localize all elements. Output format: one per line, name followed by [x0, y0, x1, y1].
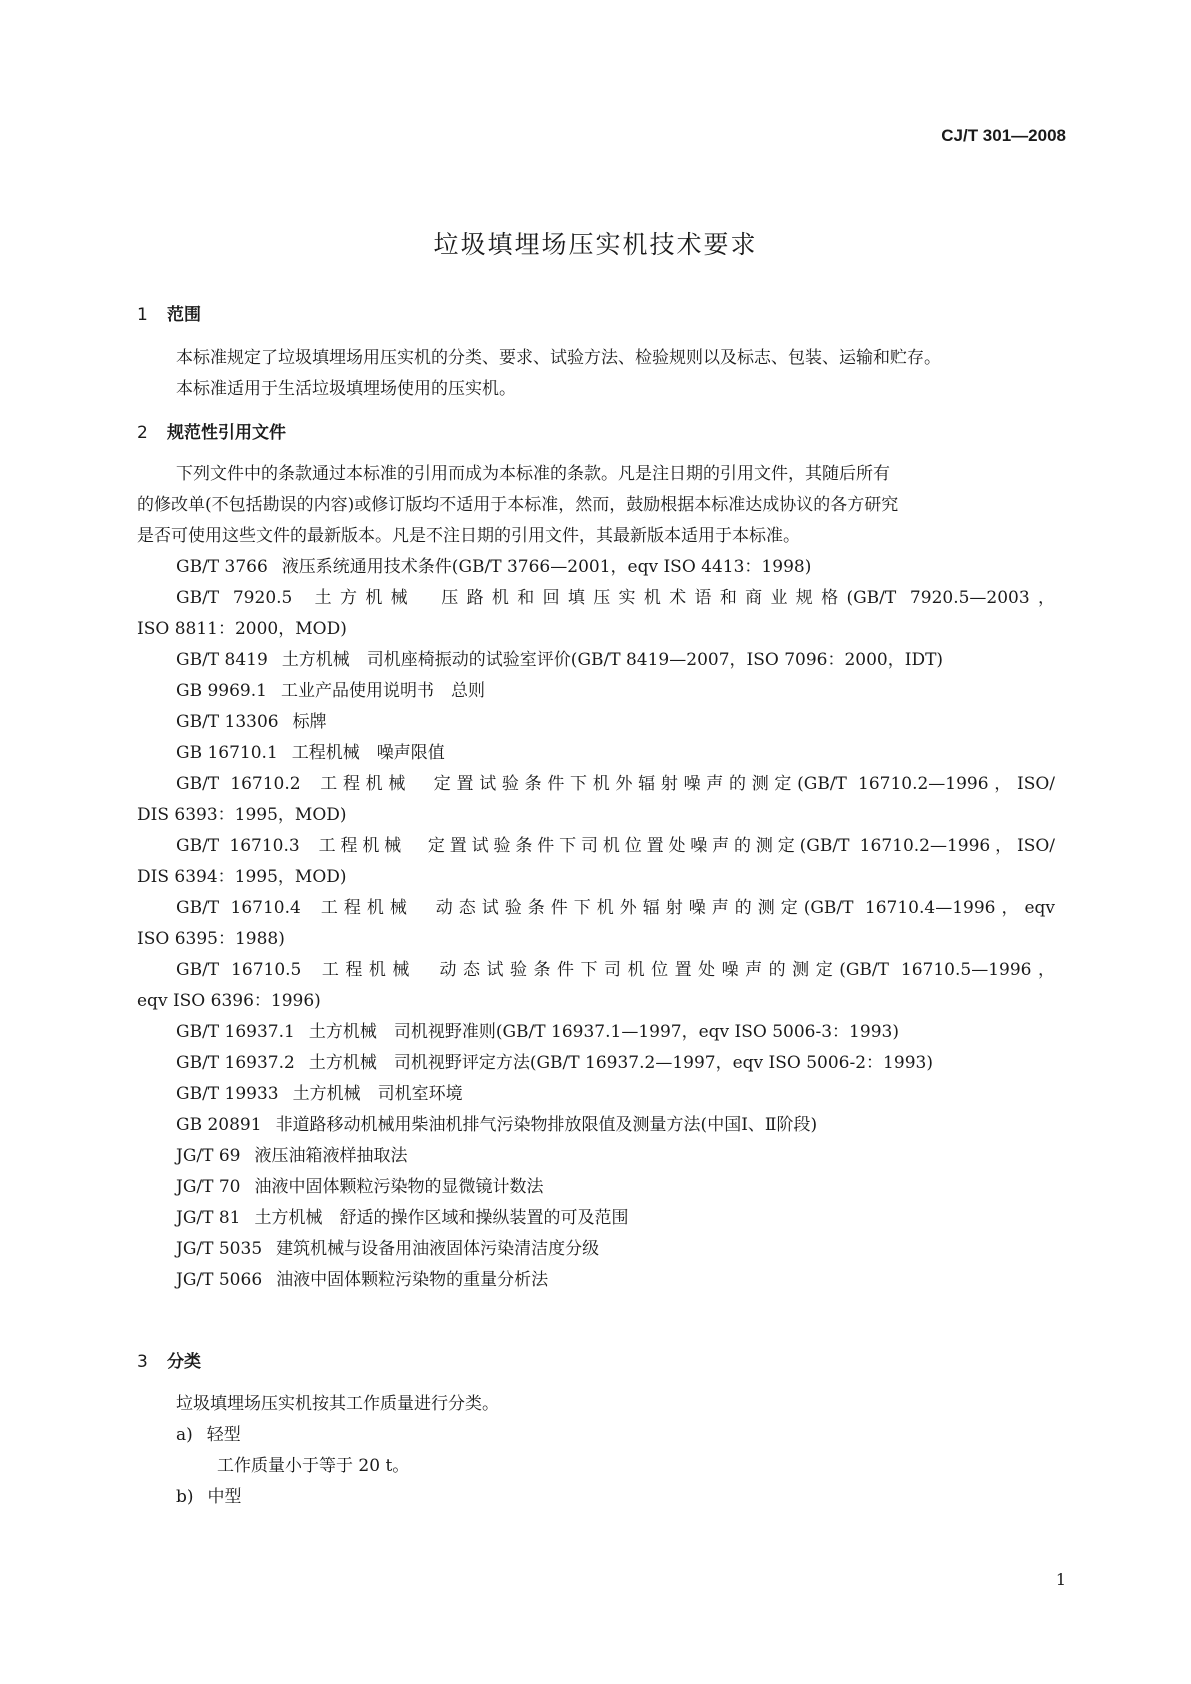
- reference-item: [137, 955, 1055, 986]
- list-label: a): [176, 1425, 193, 1445]
- list-item: [137, 1420, 1055, 1451]
- section-2-body: [137, 459, 1055, 1296]
- reference-title: 非道路移动机械用柴油机排气污染物排放限值及测量方法(中国Ⅰ、Ⅱ阶段): [275, 1115, 818, 1135]
- reference-item: [137, 676, 1055, 707]
- section-title: 范围: [167, 305, 201, 325]
- section-1-body: [137, 343, 1055, 405]
- reference-item: [137, 1234, 1055, 1265]
- reference-item-continuation: eqv ISO 6396：1996): [137, 991, 321, 1011]
- paragraph-line: 下列文件中的条款通过本标准的引用而成为本标准的条款。凡是注日期的引用文件，其随后所有: [176, 464, 890, 484]
- list-item-description: 工作质量小于等于 20 t。: [217, 1456, 410, 1476]
- reference-item-continuation: DIS 6394：1995，MOD): [137, 867, 347, 887]
- reference-title: 液压油箱液样抽取法: [254, 1146, 408, 1166]
- reference-item-continuation: ISO 6395：1988): [137, 929, 285, 949]
- reference-item: [137, 645, 1055, 676]
- reference-code: GB/T 16937.1: [176, 1022, 295, 1042]
- reference-code: GB/T 16710.5: [176, 960, 302, 980]
- reference-title: 工程机械 定置试验条件下司机位置处噪声的测定(GB/T 16710.2—1996，ISO/: [313, 836, 1056, 856]
- list-text: 轻型: [206, 1425, 241, 1445]
- reference-title: 工程机械 噪声限值: [291, 743, 445, 763]
- reference-code: GB/T 16937.2: [176, 1053, 295, 1073]
- reference-item: [137, 831, 1055, 862]
- paragraph: 本标准适用于生活垃圾填埋场使用的压实机。: [176, 379, 516, 399]
- reference-item: [137, 769, 1055, 800]
- reference-title: 工程机械 动态试验条件下机外辐射噪声的测定(GB/T 16710.4—1996，eqv: [314, 898, 1055, 918]
- reference-title: 工程机械 定置试验条件下机外辐射噪声的测定(GB/T 16710.2—1996，ISO/: [314, 774, 1056, 794]
- reference-item: [137, 552, 1055, 583]
- reference-item: [137, 1017, 1055, 1048]
- reference-item: [137, 1172, 1055, 1203]
- reference-item: [137, 1110, 1055, 1141]
- reference-item: [137, 583, 1055, 614]
- standard-code: CJ/T 301—2008: [941, 126, 1066, 145]
- reference-item: [137, 707, 1055, 738]
- reference-title: 建筑机械与设备用油液固体污染清洁度分级: [276, 1239, 600, 1259]
- reference-title: 工业产品使用说明书 总则: [280, 681, 485, 701]
- reference-item: [137, 1048, 1055, 1079]
- section-3-body: [137, 1389, 1055, 1513]
- reference-item: [137, 893, 1055, 924]
- reference-title: 土方机械 舒适的操作区域和操纵装置的可及范围: [254, 1208, 629, 1228]
- reference-code: GB/T 16710.3: [176, 836, 300, 856]
- section-1-heading: [137, 303, 201, 327]
- reference-code: GB/T 3766: [176, 557, 268, 577]
- reference-title: 油液中固体颗粒污染物的显微镜计数法: [254, 1177, 544, 1197]
- reference-title: 土方机械 司机座椅振动的试验室评价(GB/T 8419—2007，ISO 7096：2000，IDT): [281, 650, 944, 670]
- reference-code: JG/T 81: [176, 1208, 241, 1228]
- section-number: 1: [137, 305, 148, 325]
- reference-code: GB 20891: [176, 1115, 262, 1135]
- reference-item: [137, 738, 1055, 769]
- reference-title: 土方机械 司机室环境: [292, 1084, 463, 1104]
- section-title: 规范性引用文件: [167, 423, 286, 443]
- paragraph-line: 的修改单(不包括勘误的内容)或修订版均不适用于本标准，然而，鼓励根据本标准达成协议的各方研究: [137, 495, 899, 515]
- reference-item-continuation: ISO 8811：2000，MOD): [137, 619, 347, 639]
- reference-item: [137, 1079, 1055, 1110]
- reference-title: 液压系统通用技术条件(GB/T 3766—2001，eqv ISO 4413：1998): [281, 557, 812, 577]
- reference-code: JG/T 5035: [176, 1239, 263, 1259]
- reference-title: 油液中固体颗粒污染物的重量分析法: [276, 1270, 549, 1290]
- section-number: 2: [137, 423, 148, 443]
- reference-title: 工程机械 动态试验条件下司机位置处噪声的测定(GB/T 16710.5—1996，: [315, 960, 1055, 980]
- reference-code: GB/T 16710.2: [176, 774, 301, 794]
- reference-title: 土方机械 压路机和回填压实机术语和商业规格(GB/T 7920.5—2003，: [306, 588, 1056, 608]
- paragraph-line: 是否可使用这些文件的最新版本。凡是不注日期的引用文件，其最新版本适用于本标准。: [137, 526, 800, 546]
- paragraph: 本标准规定了垃圾填埋场用压实机的分类、要求、试验方法、检验规则以及标志、包装、运输和贮存。: [176, 348, 941, 368]
- reference-title: 标牌: [292, 712, 327, 732]
- reference-code: GB 16710.1: [176, 743, 278, 763]
- document-title: 垃圾填埋场压实机技术要求: [433, 230, 758, 259]
- reference-item: [137, 1141, 1055, 1172]
- reference-code: JG/T 69: [176, 1146, 241, 1166]
- reference-code: GB/T 16710.4: [176, 898, 301, 918]
- page-number: 1: [1055, 1570, 1066, 1589]
- paragraph: 垃圾填埋场压实机按其工作质量进行分类。: [176, 1394, 499, 1414]
- section-3-heading: [137, 1350, 201, 1374]
- section-title: 分类: [167, 1352, 201, 1372]
- list-text: 中型: [207, 1487, 242, 1507]
- reference-code: GB/T 7920.5: [176, 588, 293, 608]
- reference-title: 土方机械 司机视野评定方法(GB/T 16937.2—1997，eqv ISO 5006-2：1993): [308, 1053, 933, 1073]
- reference-item-continuation: DIS 6393：1995，MOD): [137, 805, 347, 825]
- reference-code: GB/T 8419: [176, 650, 268, 670]
- reference-item: [137, 1203, 1055, 1234]
- list-label: b): [176, 1487, 194, 1507]
- reference-item: [137, 1265, 1055, 1296]
- reference-code: JG/T 70: [176, 1177, 241, 1197]
- section-2-heading: [137, 421, 286, 445]
- list-item: [137, 1482, 1055, 1513]
- reference-title: 土方机械 司机视野准则(GB/T 16937.1—1997，eqv ISO 5006-3：1993): [308, 1022, 899, 1042]
- section-number: 3: [137, 1352, 148, 1372]
- reference-code: GB/T 13306: [176, 712, 279, 732]
- reference-code: JG/T 5066: [176, 1270, 263, 1290]
- reference-code: GB/T 19933: [176, 1084, 279, 1104]
- reference-code: GB 9969.1: [176, 681, 267, 701]
